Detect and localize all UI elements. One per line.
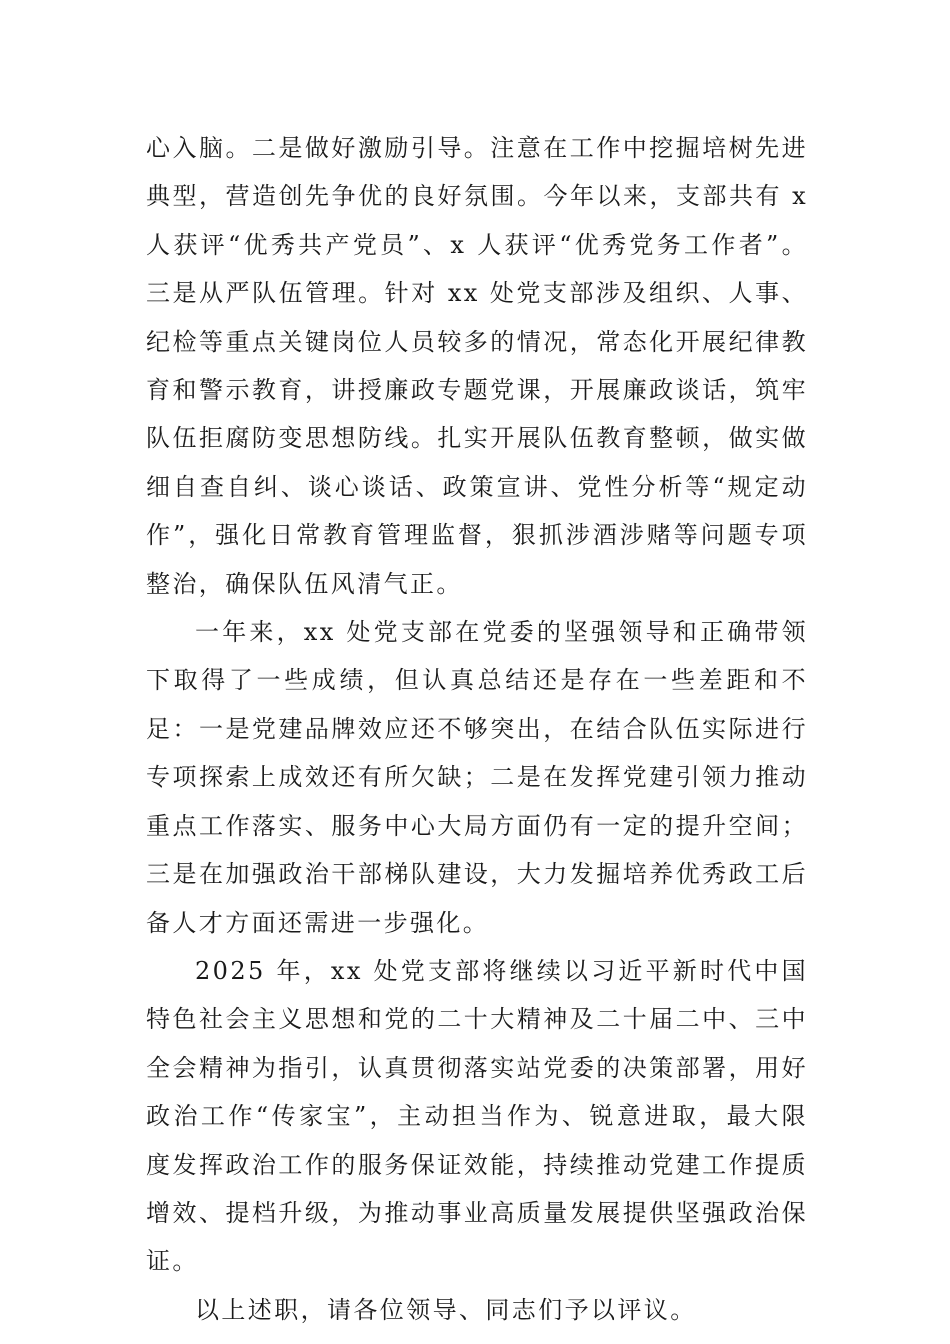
paragraph-closing: 以上述职，请各位领导、同志们予以评议。 (195, 1295, 697, 1324)
paragraph-2025-plan: 2025 年，xx 处党支部将继续以习近平新时代中国特色社会主义思想和党的二十大精神及二十届二中、三中全会精神为指引，认真贯彻落实站党委的决策部署，用好政治工作“传家宝”，主动担当作为、锐意进取，最大限度发挥政治工作的服务保证效能，持续推动党建工作提质增效、提档升级，为推动事业高质量发展提供坚强政治保证。 (146, 956, 808, 1276)
document-body (146, 124, 808, 1334)
paragraph-continued: 心入脑。二是做好激励引导。注意在工作中挖掘培树先进典型，营造创先争优的良好氛围。今年以来，支部共有 x 人获评“优秀共产党员”、x 人获评“优秀党务工作者”。三是从严队伍管理。针对 xx 处党支部涉及组织、人事、纪检等重点关键岗位人员较多的情况，常态化开展纪律教育和警示教育，讲授廉政专题党课，开展廉政谈话，筑牢队伍拒腐防变思想防线。扎实开展队伍教育整顿，做实做细自查自纠、谈心谈话、政策宣讲、党性分析等“规定动作”，强化日常教育管理监督，狠抓涉酒涉赌等问题专项整治，确保队伍风清气正。 (146, 134, 808, 598)
paragraph-shortcomings: 一年来，xx 处党支部在党委的坚强领导和正确带领下取得了一些成绩，但认真总结还是存在一些差距和不足：一是党建品牌效应还不够突出，在结合队伍实际进行专项探索上成效还有所欠缺；二是在发挥党建引领力推动重点工作落实、服务中心大局方面仍有一定的提升空间；三是在加强政治干部梯队建设，大力发掘培养优秀政工后备人才方面还需进一步强化。 (146, 618, 808, 937)
